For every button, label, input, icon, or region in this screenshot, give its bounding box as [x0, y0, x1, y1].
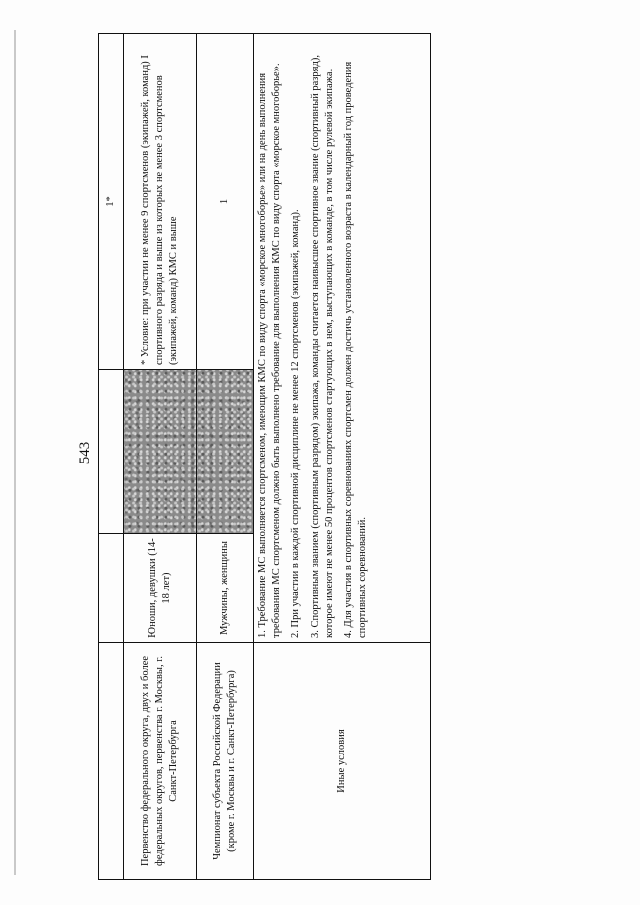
cell-empty — [99, 370, 124, 534]
header-value-cell: 1* — [99, 34, 124, 370]
requirements-table-rotated — [98, 55, 410, 880]
shaded-cell — [197, 370, 254, 534]
page-number: 543 — [77, 441, 93, 465]
requirements-table — [98, 33, 431, 880]
table-row-championship — [197, 34, 254, 880]
scan-edge — [14, 30, 16, 875]
other-conditions-label: Иные условия — [254, 643, 431, 880]
cell-empty — [99, 534, 124, 643]
competition-name-youth: Первенство федерального округа, двух и более федеральных округов, первенства г. Москвы, г. Санкт-Петербурга — [124, 643, 197, 880]
competition-name-championship: Чемпионат субъекта Российской Федерации (кроме г. Москвы и г. Санкт-Петербурга) — [197, 643, 254, 880]
table-row-youth — [124, 34, 197, 880]
age-group-championship: Мужчины, женщины — [197, 534, 254, 643]
championship-value: 1 — [197, 34, 254, 370]
note-item: 3. Спортивным званием (спортивным разрядом) экипажа, команды считается наивысшее спортивное звание (спортивный разряд), которое имеют не менее 50 процентов спортсменов стартующих в нем, выступающих в команде, в том числе рулевой экипажа. — [309, 55, 335, 638]
cell-empty — [99, 643, 124, 880]
table-row-header — [99, 34, 124, 880]
table-row-other-conditions — [254, 34, 431, 880]
shaded-cell — [124, 370, 197, 534]
note-item: 1. Требование МС выполняется спортсменом, имеющим КМС по виду спорта «морское многоборье» или на день выполнения требования МС спортсменом должно быть выполнено требование для выполнения КМС по виду спорта «морское многоборье». — [257, 63, 283, 638]
note-item: 2. При участии в каждой спортивной дисциплине не менее 12 спортсменов (экипажей, команд). — [290, 209, 302, 638]
note-item: 4. Для участия в спортивных соревнованиях спортсмен должен достичь установленного возраста в календарный год проведения спортивных соревнований. — [342, 61, 369, 638]
requirements-table-wrapper — [98, 55, 410, 880]
age-group-youth: Юноши, девушки (14-18 лет) — [124, 534, 197, 643]
other-conditions-notes — [254, 34, 431, 643]
youth-condition: * Условие: при участии не менее 9 спортсменов (экипажей, команд) I спортивного разряда и выше из которых не менее 3 спортсменов (экипажей, команд) КМС и выше — [124, 34, 197, 370]
